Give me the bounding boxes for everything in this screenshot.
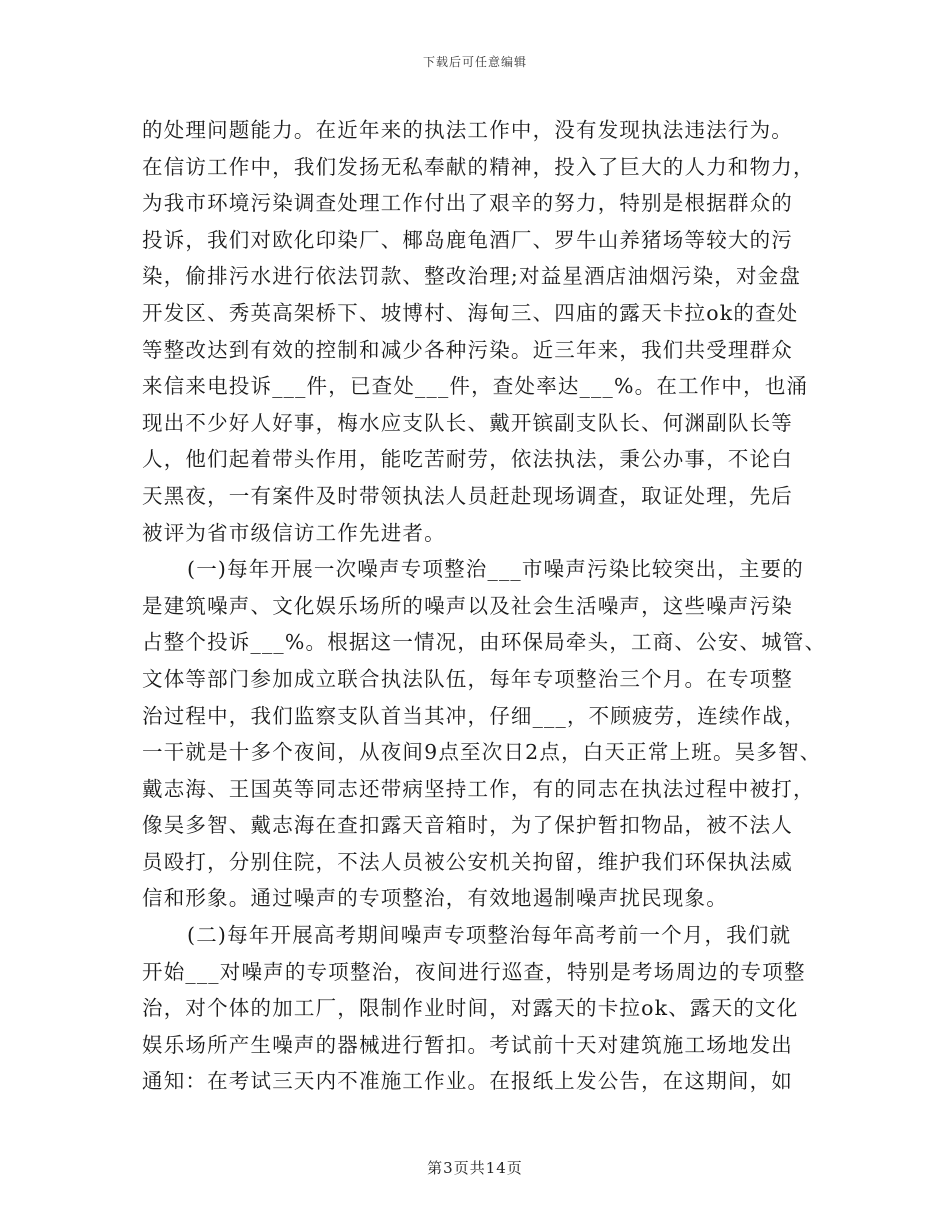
text-line: 投诉，我们对欧化印染厂、椰岛鹿龟酒厂、罗牛山养猪场等较大的污: [142, 227, 793, 252]
text-line: 来信来电投诉___件，已查处___件，查处率达___%。在工作中，也涌: [142, 374, 809, 399]
text-line: 文体等部门参加成立联合执法队伍，每年专项整治三个月。在专项整: [142, 666, 793, 691]
text-line: 天黑夜，一有案件及时带领执法人员赶赴现场调查，取证处理，先后: [142, 483, 793, 508]
text-line: 像吴多智、戴志海在查扣露天音箱时，为了保护暂扣物品，被不法人: [142, 813, 793, 838]
paragraph-first-line: (二)每年开展高考期间噪声专项整治每年高考前一个月，我们就: [187, 923, 792, 948]
text-line: 被评为省市级信访工作先进者。: [142, 520, 446, 545]
text-line: 戴志海、王国英等同志还带病坚持工作，有的同志在执法过程中被打，: [142, 776, 815, 801]
text-line: 现出不少好人好事，梅水应支队长、戴开镔副支队长、何渊副队长等: [142, 410, 793, 435]
text-line: 为我市环境污染调查处理工作付出了艰辛的努力，特别是根据群众的: [142, 191, 793, 216]
text-line: 开发区、秀英高架桥下、坡博村、海甸三、四庙的露天卡拉ok的查处: [142, 300, 799, 325]
text-line: 等整改达到有效的控制和减少各种污染。近三年来，我们共受理群众: [142, 337, 793, 362]
text-line: 在信访工作中，我们发扬无私奉献的精神，投入了巨大的人力和物力，: [142, 154, 815, 179]
text-line: 是建筑噪声、文化娱乐场所的噪声以及社会生活噪声，这些噪声污染: [142, 593, 793, 618]
text-line: 开始___对噪声的专项整治，夜间进行巡查，特别是考场周边的专项整: [142, 959, 806, 984]
text-line: 染，偷排污水进行依法罚款、整改治理;对益星酒店油烟污染，对金盘: [142, 264, 802, 289]
text-line: 治过程中，我们监察支队首当其冲，仔细___，不顾疲劳，连续作战，: [142, 703, 806, 728]
text-line: 通知：在考试三天内不准施工作业。在报纸上发公告，在这期间，如: [142, 1069, 793, 1094]
page-header: 下载后可任意编辑: [422, 55, 527, 69]
paragraph-first-line: (一)每年开展一次噪声专项整治___市噪声污染比较突出，主要的: [187, 557, 804, 582]
text-line: 娱乐场所产生噪声的器械进行暂扣。考试前十天对建筑施工场地发出: [142, 1032, 793, 1057]
text-line: 一干就是十多个夜间，从夜间9点至次日2点，白天正常上班。吴多智、: [142, 740, 822, 765]
page-number: 第3页共14页: [427, 1159, 523, 1177]
text-line: 人，他们起着带头作用，能吃苦耐劳，依法执法，秉公办事，不论白: [142, 447, 793, 472]
document-body: [142, 112, 842, 1100]
text-line: 占整个投诉___%。根据这一情况，由环保局牵头，工商、公安、城管、: [142, 630, 827, 655]
text-line: 的处理问题能力。在近年来的执法工作中，没有发现执法违法行为。: [142, 118, 793, 142]
text-line: 治，对个体的加工厂，限制作业时间，对露天的卡拉ok、露天的文化: [142, 996, 799, 1021]
text-line: 信和形象。通过噪声的专项整治，有效地遏制噪声扰民现象。: [142, 886, 728, 911]
text-line: 员殴打，分别住院，不法人员被公安机关拘留，维护我们环保执法威: [142, 849, 793, 874]
